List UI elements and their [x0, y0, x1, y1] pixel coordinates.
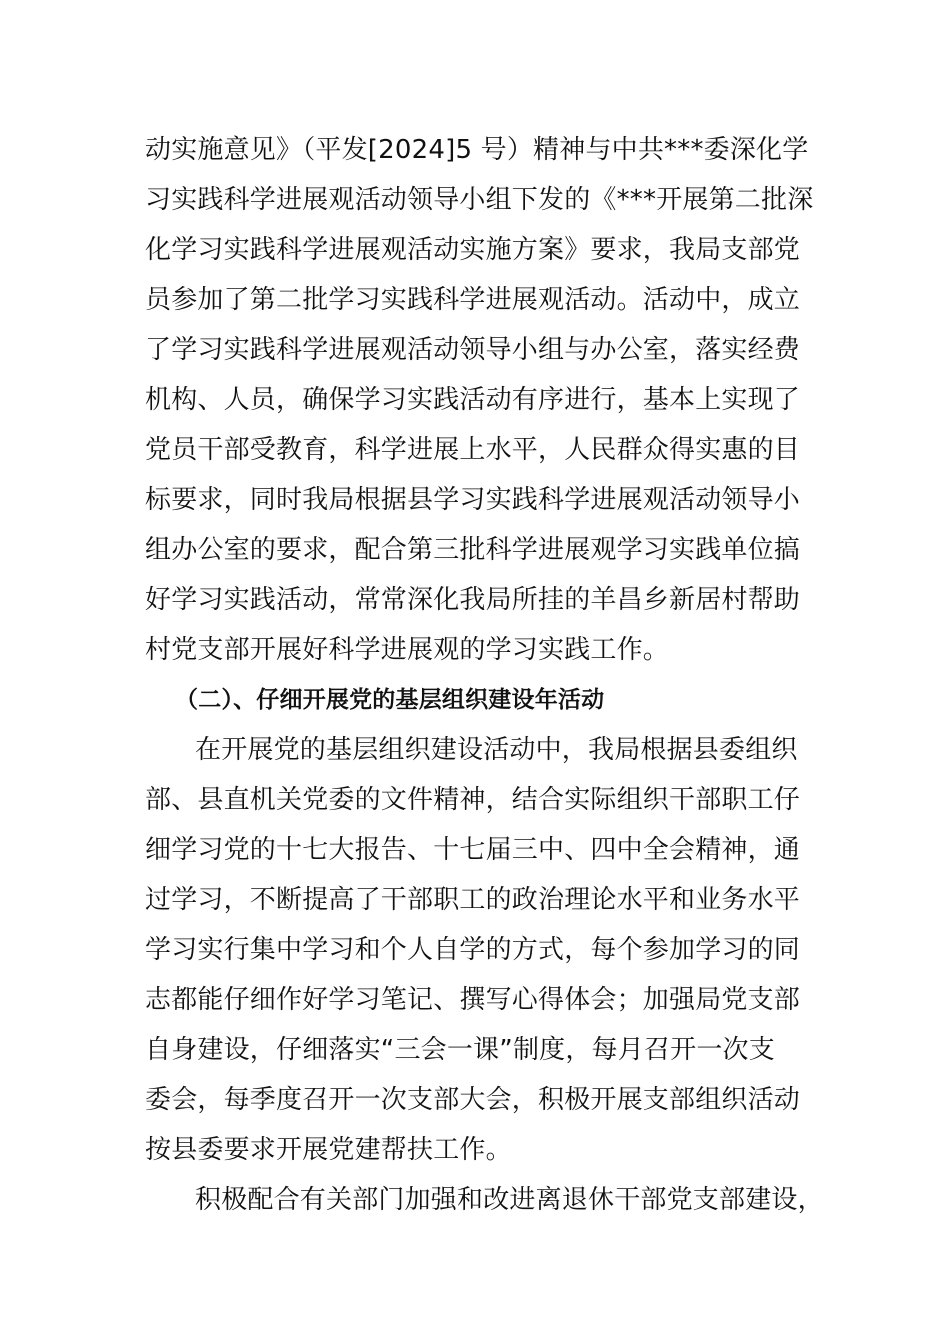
- paragraph-line: 机构、人员，确保学习实践活动有序进行，基本上实现了: [145, 385, 801, 415]
- paragraph-line: 自身建设，仔细落实“三会一课”制度，每月召开一次支: [145, 1035, 775, 1065]
- paragraph-line: 标要求，同时我局根据县学习实践科学进展观活动领导小: [145, 485, 801, 515]
- paragraph-line: 按县委要求开展党建帮扶工作。: [145, 1135, 512, 1165]
- paragraph-line: 过学习，不断提高了干部职工的政治理论水平和业务水平: [145, 885, 801, 915]
- paragraph-line: 积极配合有关部门加强和改进离退休干部党支部建设，: [195, 1185, 824, 1215]
- paragraph-line: 好学习实践活动，常常深化我局所挂的羊昌乡新居村帮助: [145, 585, 801, 615]
- paragraph-line: 党员干部受教育，科学进展上水平，人民群众得实惠的目: [145, 435, 801, 465]
- paragraph-line: 村党支部开展好科学进展观的学习实践工作。: [145, 635, 670, 665]
- paragraph-line: 员参加了第二批学习实践科学进展观活动。活动中，成立: [145, 285, 801, 315]
- paragraph-line: 了学习实践科学进展观活动领导小组与办公室，落实经费: [145, 335, 801, 365]
- paragraph-line: 组办公室的要求，配合第三批科学进展观学习实践单位搞: [145, 535, 801, 565]
- paragraph-line: 细学习党的十七大报告、十七届三中、四中全会精神，通: [145, 835, 801, 865]
- section-heading: （二）、仔细开展党的基层组织建设年活动: [175, 687, 605, 713]
- paragraph-line: 志都能仔细作好学习笔记、撰写心得体会；加强局党支部: [145, 985, 801, 1015]
- paragraph-line: 化学习实践科学进展观活动实施方案》要求，我局支部党: [145, 235, 801, 265]
- paragraph-line: 在开展党的基层组织建设活动中，我局根据县委组织: [195, 735, 798, 765]
- paragraph-line: 习实践科学进展观活动领导小组下发的《***开展第二批深: [145, 185, 814, 215]
- paragraph-line: 学习实行集中学习和个人自学的方式，每个参加学习的同: [145, 935, 801, 965]
- paragraph-line: 部、县直机关党委的文件精神，结合实际组织干部职工仔: [145, 785, 801, 815]
- paragraph-line: 委会，每季度召开一次支部大会，积极开展支部组织活动: [145, 1085, 801, 1115]
- paragraph-line: 动实施意见》（平发[2024]5 号）精神与中共***委深化学: [145, 135, 809, 165]
